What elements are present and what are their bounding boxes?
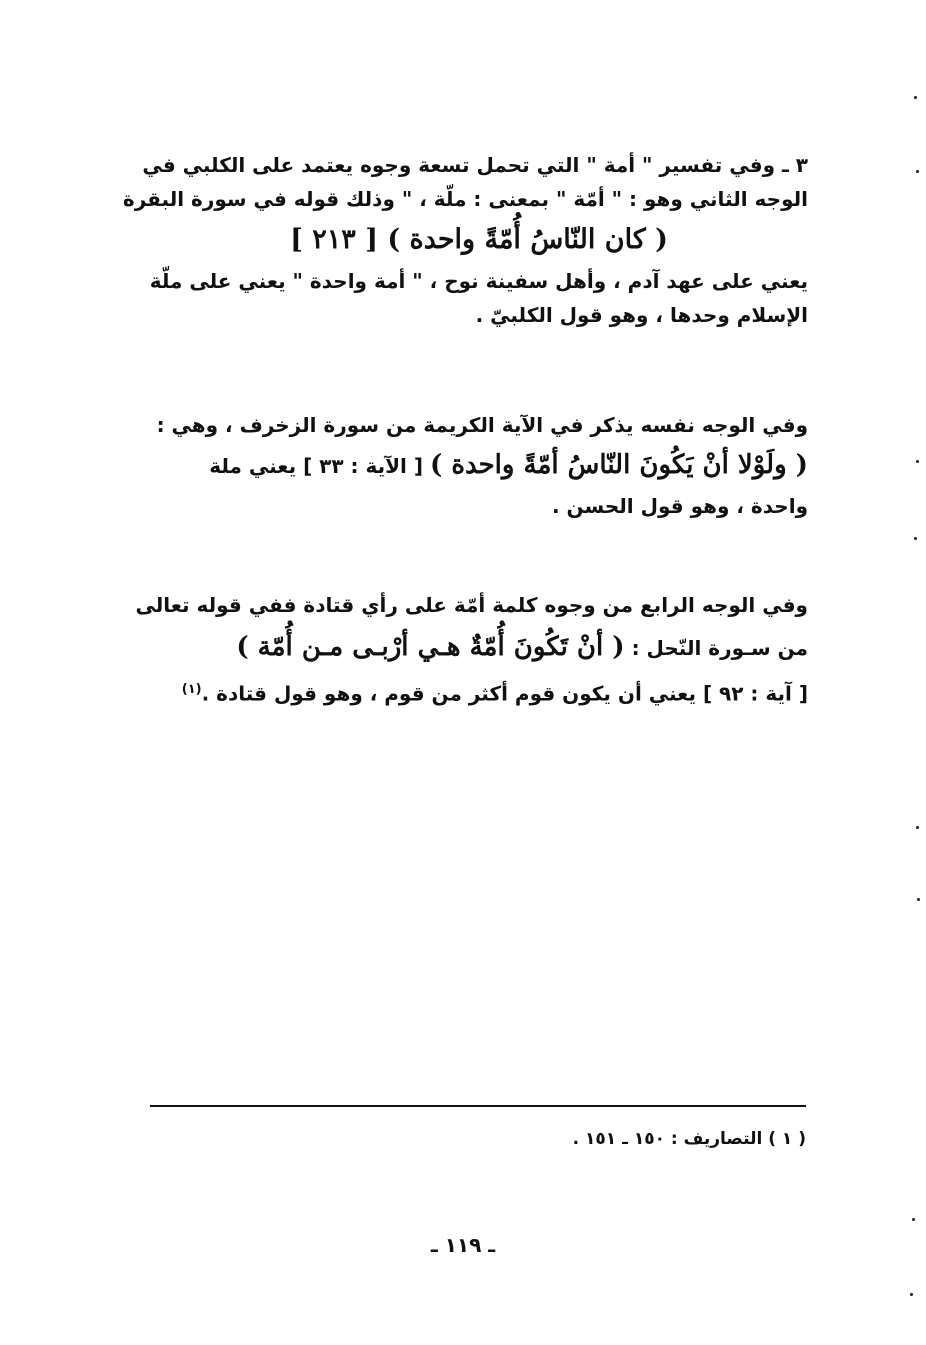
paragraph-2-verse-line [150,442,808,489]
quran-verse-zukhruf: ( ولَوْلا أنْ يَكُونَ النّاسُ أمّةً واحدة ) [429,450,808,480]
surah-nahl-intro: من سـورة النّحل : [624,636,808,660]
scan-speck [910,1293,913,1296]
scan-speck [914,96,917,99]
scan-speck [916,460,919,463]
page-number: ـ ١١٩ ـ [430,1233,496,1257]
scan-speck [917,898,920,901]
paragraph-1-line-3: يعني على عهد آدم ، وأهل سفينة نوح ، " أمة واحدة " يعني على ملّة [149,269,808,293]
paragraph-2-line-2: واحدة ، وهو قول الحسن . [551,494,808,518]
paragraph-1-line-4: الإسلام وحدها ، وهو قول الكلبيّ . [475,303,808,327]
scan-speck [916,826,919,829]
paragraph-1-line-2: الوجه الثاني وهو : " أمّة " بمعنى : ملّة ، " وذلك قوله في سورة البقرة [122,187,808,211]
paragraph-3 [135,588,808,711]
paragraph-2-line-1: وفي الوجه نفسه يذكر في الآية الكريمة من سورة الزخرف ، وهي : [156,413,808,437]
paragraph-2 [150,408,808,523]
paragraph-3-line-1: وفي الوجه الرابع من وجوه كلمة أمّة على رأي قتادة ففي قوله تعالى [135,593,808,617]
quran-verse-baqarah: ( كان النّاسُ أُمّةً واحدة ) [ ٢١٣ ] [290,224,668,255]
paragraph-1 [122,148,808,332]
verse-reference-zukhruf: [ الآية : ٣٣ ] يعني ملة [209,454,430,478]
quran-verse-nahl: ( أنْ تَكُونَ أُمّةٌ هـي أرْبـى مـن أُمّة ) [236,632,625,662]
footnote-marker: (١) [181,682,202,697]
scan-speck [914,537,917,540]
scan-speck [916,170,919,173]
paragraph-3-line-3 [150,673,808,711]
scan-speck [912,1218,915,1221]
paragraph-3-verse-line [150,622,808,673]
paragraph-3-line-3-text: [ آية : ٩٢ ] يعني أن يكون قوم أكثر من قوم ، وهو قول قتادة . [201,681,808,706]
paragraph-1-line-1: ٣ ـ وفي تفسير " أمة " التي تحمل تسعة وجوه يعتمد على الكلبي في [142,153,808,177]
footnote-divider [150,1105,806,1107]
footnote: ( ١ ) التصاريف : ١٥٠ ـ ١٥١ . [572,1129,806,1149]
